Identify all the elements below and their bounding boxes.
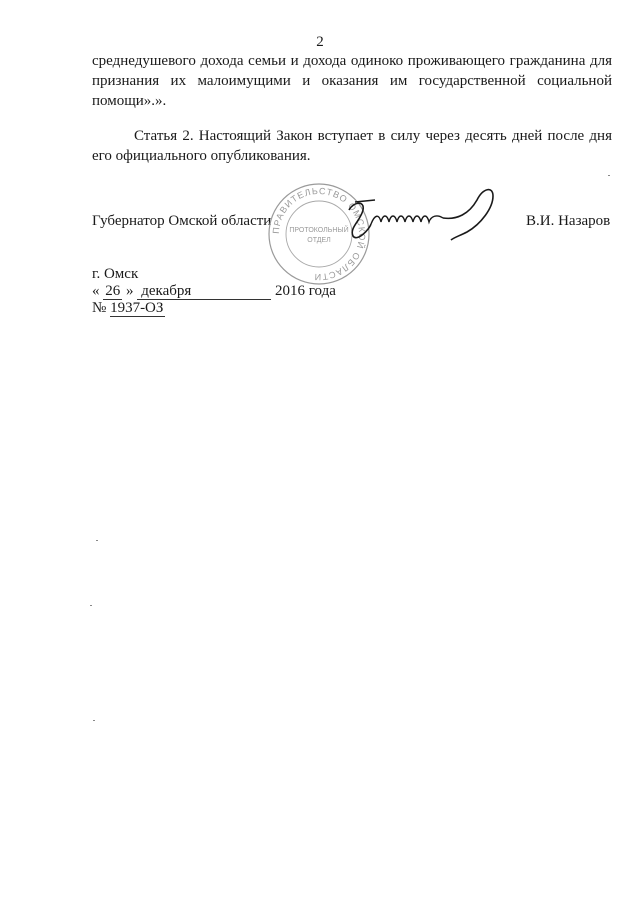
date-year: 2016 года	[275, 283, 336, 299]
svg-text:ПРАВИТЕЛЬСТВО ОМСКОЙ ОБЛАСТИ: ПРАВИТЕЛЬСТВО ОМСКОЙ ОБЛАСТИ	[270, 185, 368, 283]
signing-date	[92, 283, 336, 300]
svg-text:ОТДЕЛ: ОТДЕЛ	[307, 237, 331, 244]
signatory-title: Губернатор Омской области	[92, 213, 272, 229]
date-month: декабря	[137, 283, 271, 300]
city-label: г. Омск	[92, 266, 139, 282]
scan-speck	[96, 540, 98, 541]
paragraph-article-2: Статья 2. Настоящий Закон вступает в силу через десять дней после дня его официального опубликования.	[92, 128, 612, 164]
handwritten-signature	[335, 180, 505, 250]
date-open-quote: «	[92, 283, 100, 299]
signatory-name: В.И. Назаров	[526, 213, 611, 229]
date-day: 26	[105, 283, 121, 299]
scan-speck	[608, 175, 610, 176]
paragraph-continuation: среднедушевого дохода семьи и дохода одиноко проживающего гражданина для признания их малоимущими и оказания им государственной социальной помощи».».	[92, 53, 612, 109]
scan-speck	[93, 720, 95, 721]
scan-speck	[90, 605, 92, 606]
law-number-value: 1937-ОЗ	[110, 300, 164, 316]
date-close-quote: »	[126, 283, 134, 299]
law-number-prefix: №	[92, 300, 107, 316]
page-number: 2	[316, 34, 324, 50]
svg-text:ПРОТОКОЛЬНЫЙ: ПРОТОКОЛЬНЫЙ	[289, 227, 349, 234]
law-number	[92, 300, 165, 317]
